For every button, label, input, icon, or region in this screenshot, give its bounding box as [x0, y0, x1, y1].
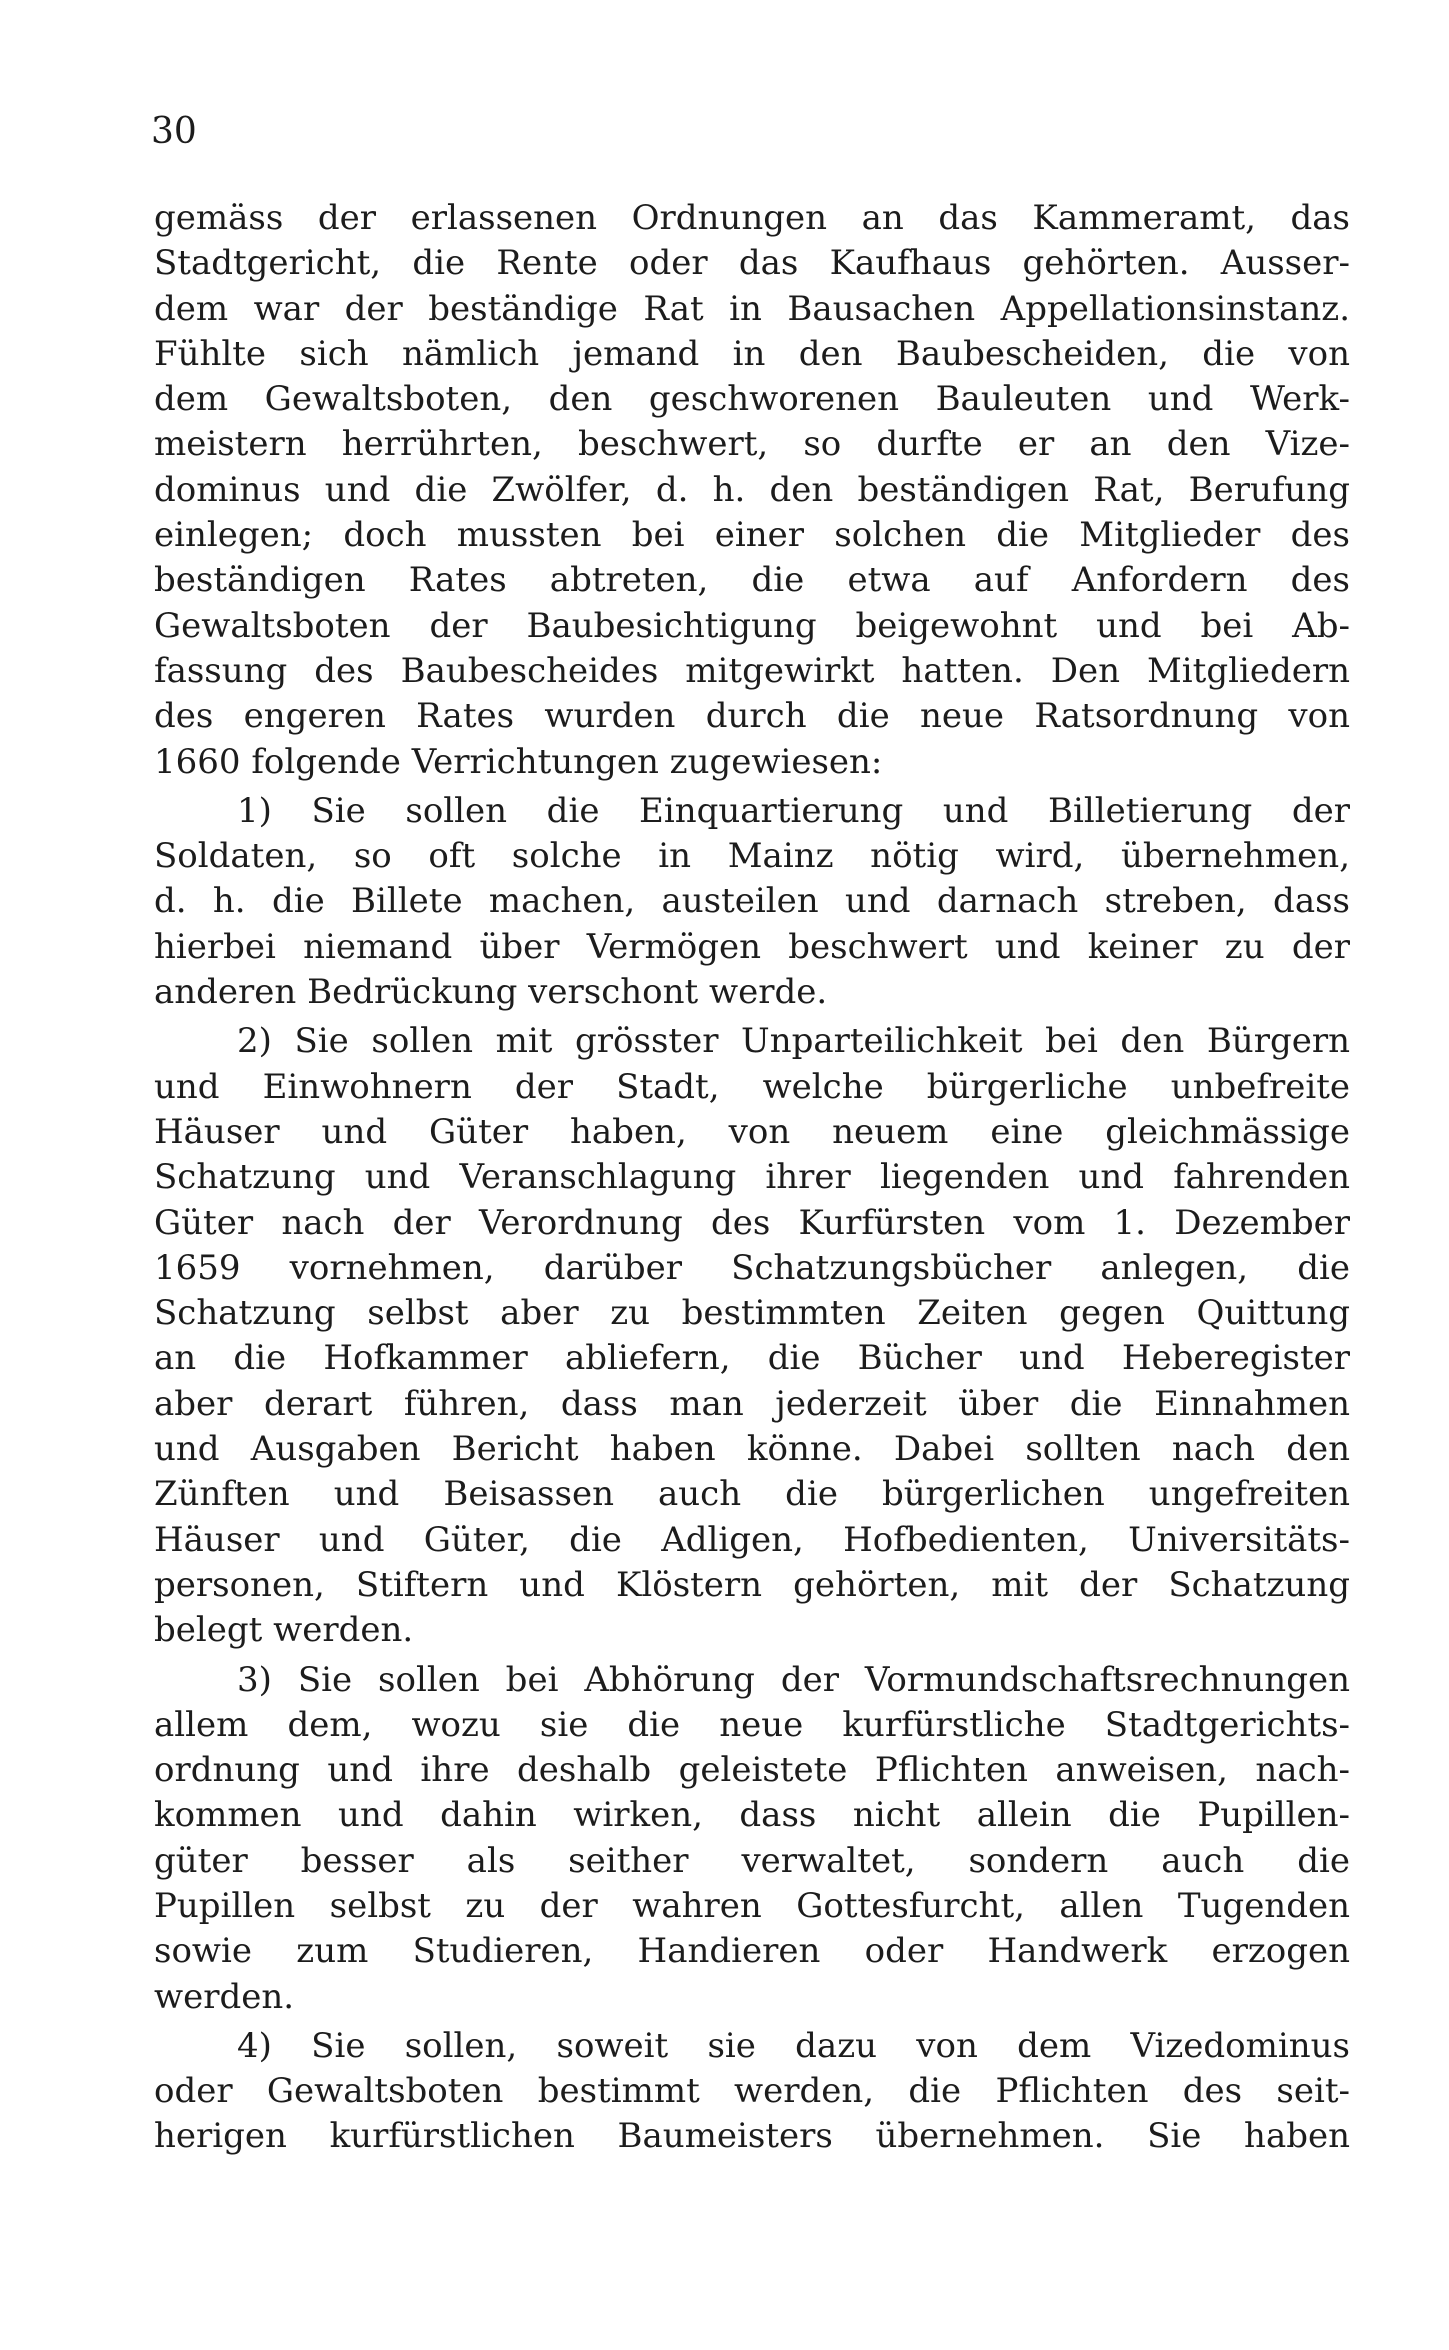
text-line: und Einwohnern der Stadt, welche bürgerliche unbefreite — [154, 1066, 1350, 1107]
text-line: anderen Bedrückung verschont werde. — [154, 972, 828, 1013]
text-line: 1) Sie sollen die Einquartierung und Billetierung der — [237, 790, 1350, 831]
text-line: Fühlte sich nämlich jemand in den Baubescheiden, die von — [154, 333, 1350, 374]
text-line: des engeren Rates wurden durch die neue Ratsordnung von — [154, 696, 1350, 737]
paragraph-item-2 — [154, 1019, 1350, 1653]
text-line: Schatzung selbst aber zu bestimmten Zeiten gegen Quittung — [154, 1293, 1350, 1334]
paragraph-intro — [154, 196, 1350, 785]
paragraph-item-1 — [154, 789, 1350, 1015]
text-line: herigen kurfürstlichen Baumeisters übernehmen. Sie haben — [154, 2116, 1350, 2157]
text-line: 2) Sie sollen mit grösster Unparteilichkeit bei den Bürgern — [237, 1021, 1350, 1062]
text-line: und Ausgaben Bericht haben könne. Dabei sollten nach den — [154, 1429, 1350, 1470]
text-line: aber derart führen, dass man jederzeit über die Einnahmen — [154, 1383, 1350, 1424]
text-line: 4) Sie sollen, soweit sie dazu von dem Vizedominus — [237, 2025, 1350, 2066]
text-line: belegt werden. — [154, 1610, 414, 1651]
text-line: 1660 folgende Verrichtungen zugewiesen: — [154, 741, 883, 782]
text-line: werden. — [154, 1976, 295, 2017]
text-line: an die Hofkammer abliefern, die Bücher und Heberegister — [154, 1338, 1350, 1379]
body-text — [154, 196, 1350, 2160]
text-line: sowie zum Studieren, Handieren oder Handwerk erzogen — [154, 1931, 1350, 1972]
text-line: allem dem, wozu sie die neue kurfürstliche Stadtgerichts- — [154, 1704, 1350, 1745]
text-line: personen, Stiftern und Klöstern gehörten, mit der Schatzung — [154, 1564, 1350, 1605]
text-line: 3) Sie sollen bei Abhörung der Vormundschaftsrechnungen — [237, 1659, 1350, 1700]
text-line: Zünften und Beisassen auch die bürgerlichen ungefreiten — [154, 1474, 1350, 1515]
text-line: einlegen; doch mussten bei einer solchen die Mitglieder des — [154, 515, 1350, 556]
text-line: d. h. die Billete machen, austeilen und darnach streben, dass — [154, 881, 1350, 922]
text-line: güter besser als seither verwaltet, sondern auch die — [154, 1840, 1350, 1881]
paragraph-item-4 — [154, 2024, 1350, 2160]
text-line: dem war der beständige Rat in Bausachen Appellationsinstanz. — [154, 288, 1350, 329]
text-line: dominus und die Zwölfer, d. h. den beständigen Rat, Berufung — [154, 469, 1350, 510]
text-line: Güter nach der Verordnung des Kurfürsten vom 1. Dezember — [154, 1202, 1350, 1243]
text-line: Häuser und Güter, die Adligen, Hofbedienten, Universitäts- — [154, 1519, 1350, 1560]
text-line: 1659 vornehmen, darüber Schatzungsbücher anlegen, die — [154, 1247, 1350, 1288]
text-line: dem Gewaltsboten, den geschworenen Bauleuten und Werk- — [154, 379, 1350, 420]
text-line: Pupillen selbst zu der wahren Gottesfurcht, allen Tugenden — [154, 1885, 1350, 1926]
text-line: Häuser und Güter haben, von neuem eine gleichmässige — [154, 1111, 1350, 1152]
text-line: beständigen Rates abtreten, die etwa auf Anfordern des — [154, 560, 1350, 601]
text-line: Soldaten, so oft solche in Mainz nötig wird, übernehmen, — [154, 836, 1350, 877]
text-line: meistern herrührten, beschwert, so durfte er an den Vize- — [154, 424, 1350, 465]
text-line: Gewaltsboten der Baubesichtigung beigewohnt und bei Ab- — [154, 605, 1350, 646]
text-line: gemäss der erlassenen Ordnungen an das Kammeramt, das — [154, 198, 1350, 238]
page-number: 30 — [151, 111, 197, 152]
paragraph-item-3 — [154, 1658, 1350, 2020]
text-line: Schatzung und Veranschlagung ihrer liegenden und fahrenden — [154, 1157, 1350, 1198]
text-line: kommen und dahin wirken, dass nicht allein die Pupillen- — [154, 1795, 1350, 1836]
text-line: hierbei niemand über Vermögen beschwert und keiner zu der — [154, 926, 1350, 967]
text-line: fassung des Baubescheides mitgewirkt hatten. Den Mitgliedern — [154, 650, 1350, 691]
text-line: oder Gewaltsboten bestimmt werden, die Pflichten des seit- — [154, 2071, 1350, 2112]
text-line: Stadtgericht, die Rente oder das Kaufhaus gehörten. Ausser- — [154, 243, 1350, 284]
text-line: ordnung und ihre deshalb geleistete Pflichten anweisen, nach- — [154, 1750, 1350, 1791]
